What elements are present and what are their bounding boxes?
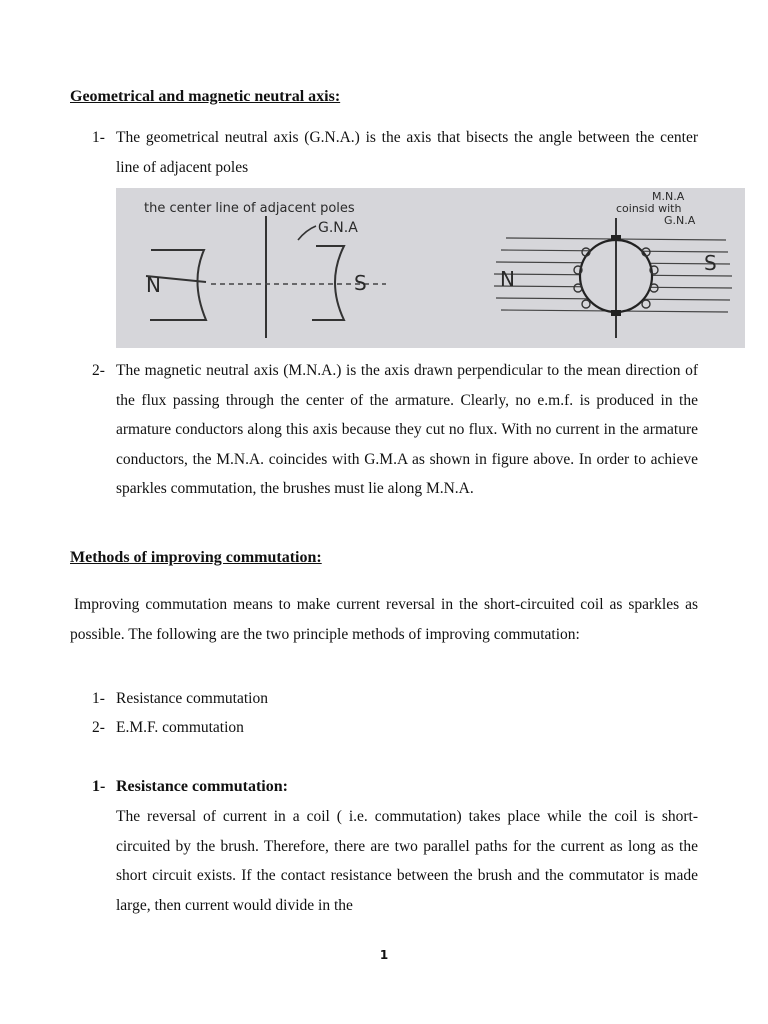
list-item-resistance [92, 690, 268, 708]
pole-label-s: S [354, 271, 367, 295]
figure-neutral-axis-sketch [116, 188, 745, 348]
list-text: Resistance commutation [116, 690, 268, 707]
label-mna-line1: M.N.A [652, 190, 685, 203]
list-text: The magnetic neutral axis (M.N.A.) is the axis drawn perpendicular to the mean direction of the flux passing through the center of the armature. Clearly, no e.m.f. is produced in the armature conductors along this axis because they cut no flux. With no current in the armature conductors, the M.N.A. coincides with G.M.A as shown in figure above. In order to achieve sparkles commutation, the brushes must lie along M.N.A. [116, 362, 698, 498]
list-item-mna [92, 356, 698, 504]
list-text: The geometrical neutral axis (G.N.A.) is the axis that bisects the angle between the center line of adjacent poles [116, 129, 698, 176]
page-number: 1 [379, 948, 389, 962]
figure-caption-text: the center line of adjacent poles [144, 201, 355, 216]
subheading-text: Resistance commutation: [116, 778, 288, 795]
figure-drawing [116, 188, 745, 348]
list-number: 2- [92, 362, 105, 379]
paragraph-improving-commutation: Improving commutation means to make current reversal in the short-circuited coil as sparkles as possible. The following are the two principle methods of improving commutation: [70, 596, 698, 643]
section-heading-neutral-axis: Geometrical and magnetic neutral axis: [70, 88, 341, 105]
list-number: 1- [92, 129, 105, 146]
list-item-gna [92, 123, 698, 182]
subheading-number: 1- [92, 778, 106, 795]
list-number: 1- [92, 690, 105, 707]
pole-label-s2: S [704, 251, 717, 275]
paragraph-resistance-commutation: The reversal of current in a coil ( i.e. commutation) takes place while the coil is short-circuited by the brush. Therefore, there are two parallel paths for the current as long as the short circuit exists. If the contact resistance between the brush and the commutator is made large, then current would divide in the [116, 808, 698, 914]
label-mna-line2: coinsid with [616, 202, 682, 215]
subheading-resistance-commutation [92, 778, 288, 796]
label-gna: G.N.A [318, 220, 358, 236]
label-mna-line3: G.N.A [664, 214, 696, 227]
list-number: 2- [92, 719, 105, 736]
pole-label-n: N [146, 273, 161, 297]
section-heading-commutation: Methods of improving commutation: [70, 549, 322, 566]
list-text: E.M.F. commutation [116, 719, 244, 736]
list-item-emf [92, 719, 244, 737]
pole-label-n2: N [500, 267, 515, 291]
